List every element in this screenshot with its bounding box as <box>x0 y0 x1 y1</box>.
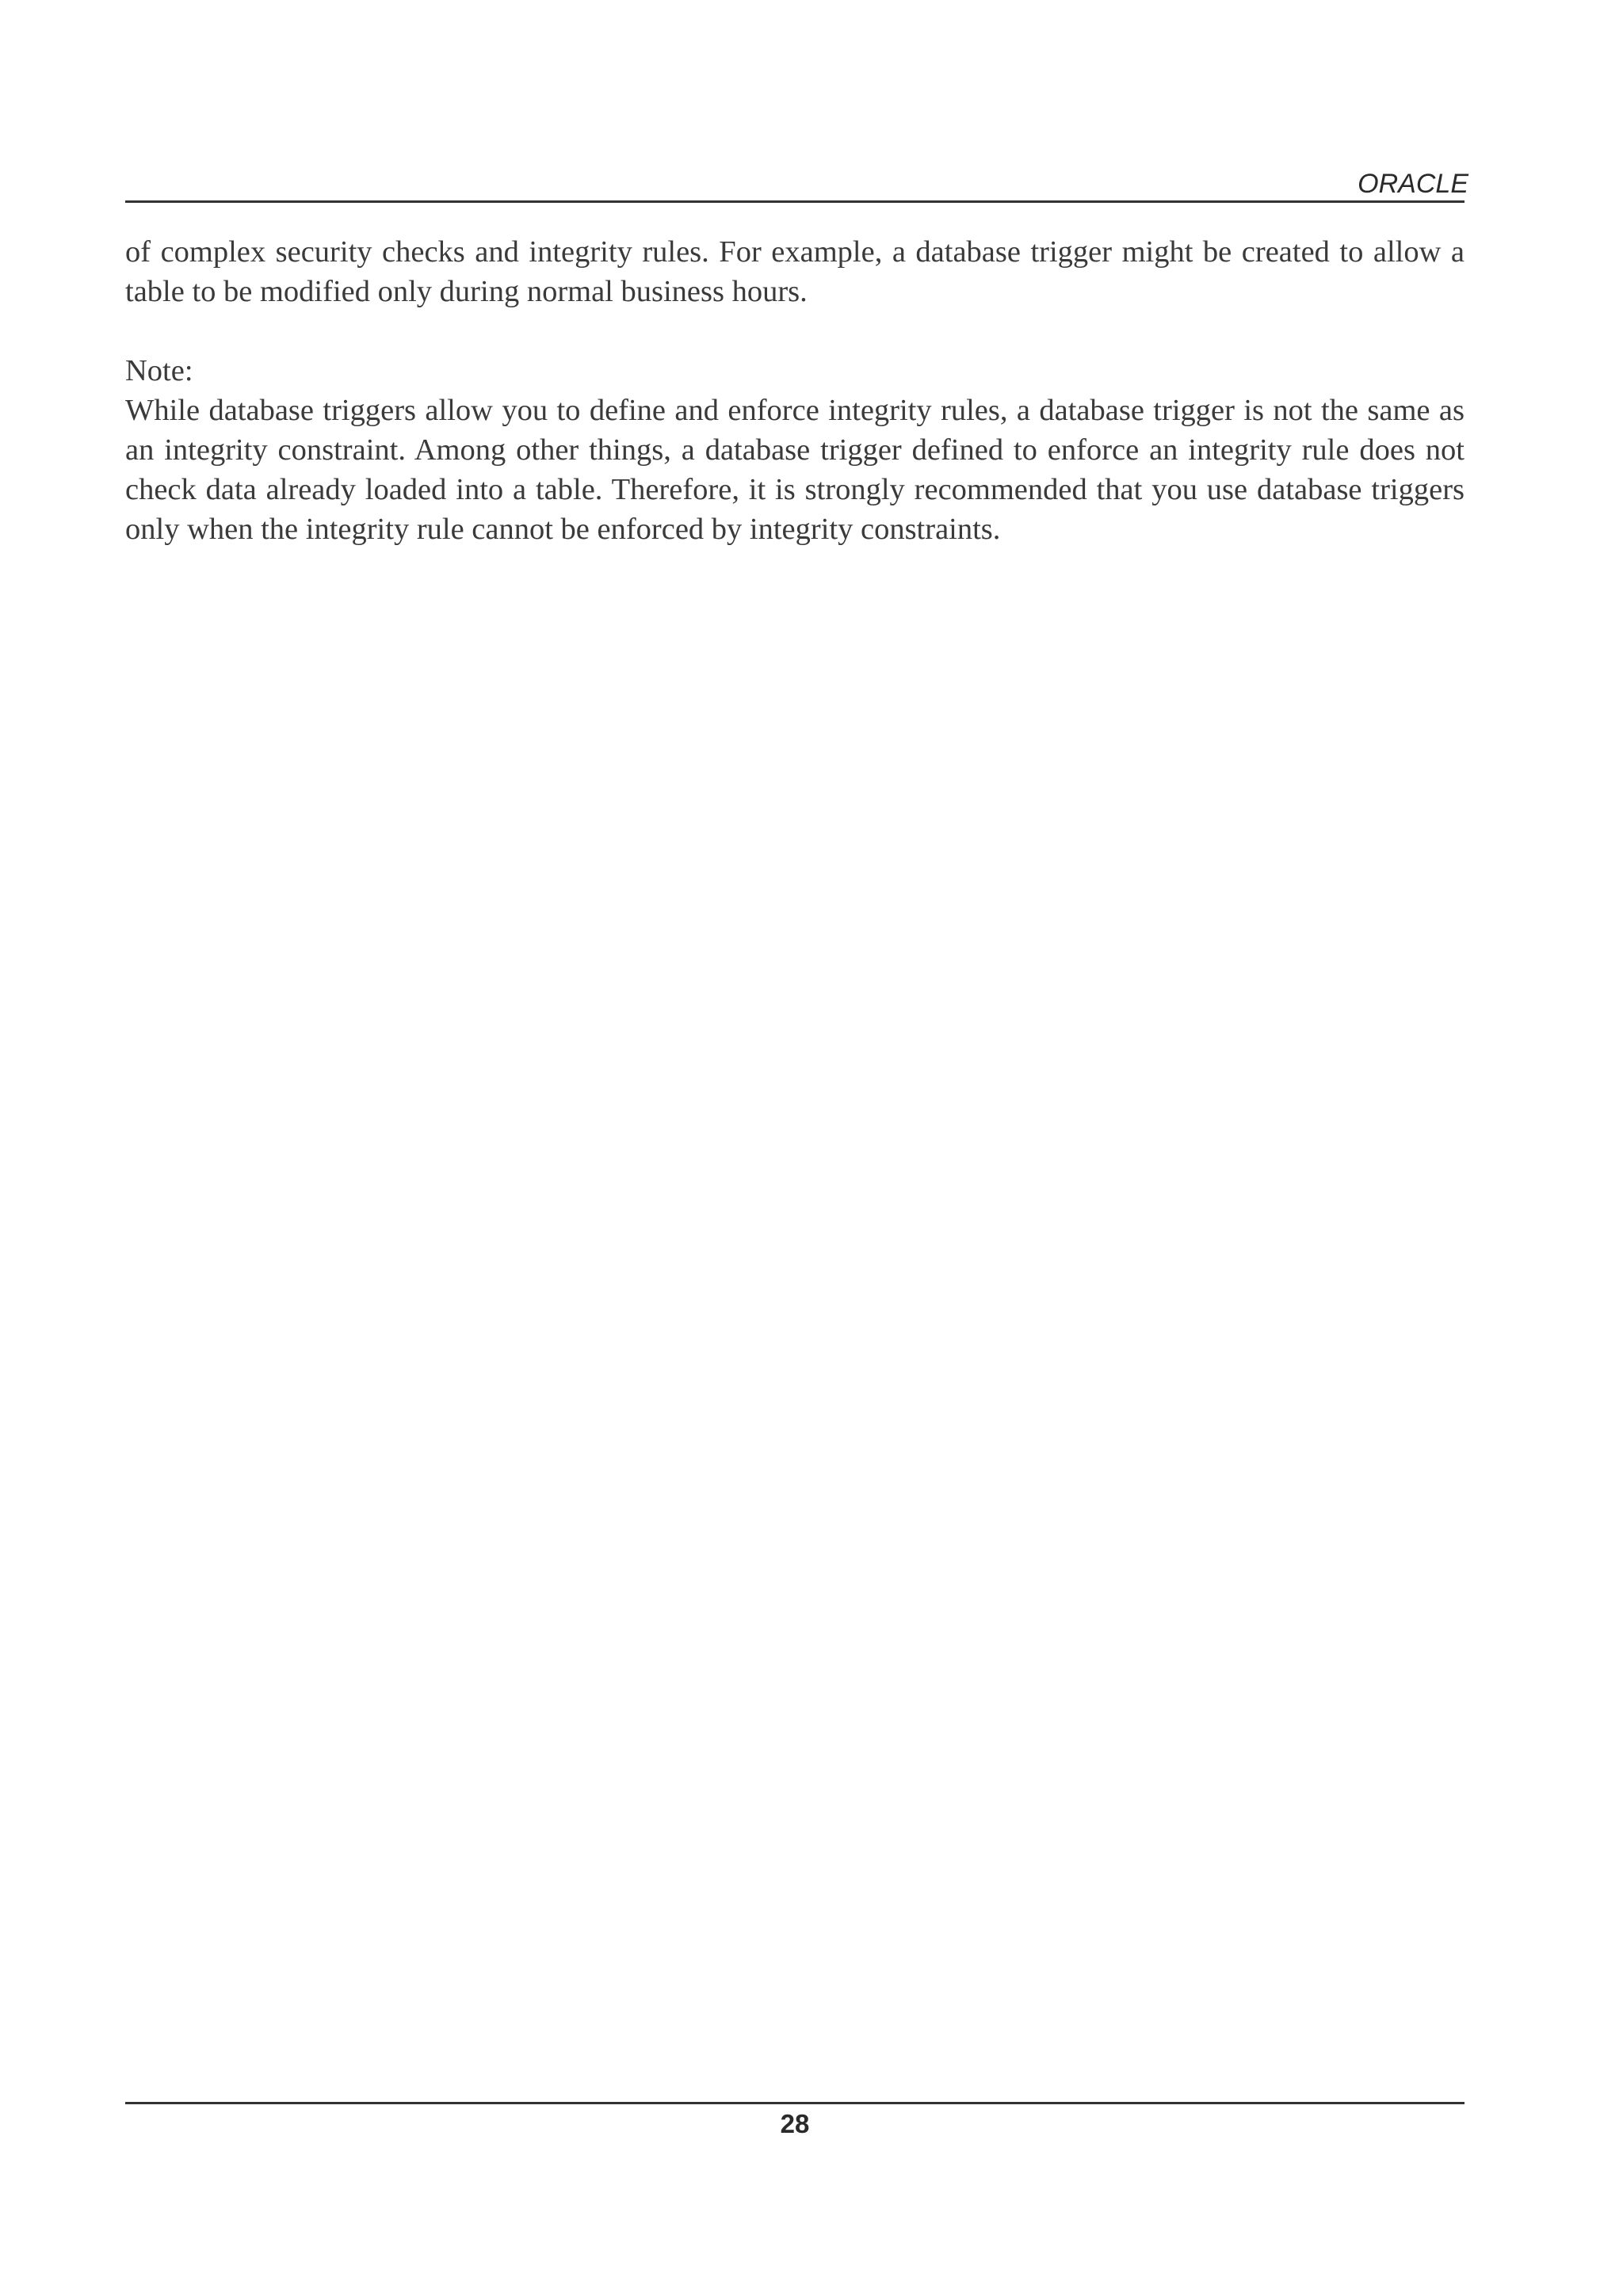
header-rule <box>125 200 1465 203</box>
note-paragraph: While database triggers allow you to define and enforce integrity rules, a database trigger is not the same as an integrity constraint. Among other things, a database trigger defined to enforce an integrity rule does not check data already loaded into a table. Therefore, it is strongly recommended that you use database triggers only when the integrity rule cannot be enforced by integrity constraints. <box>125 394 1465 546</box>
footer-rule <box>125 2102 1465 2104</box>
body-text <box>125 232 1465 549</box>
running-header-title: ORACLE <box>1358 169 1468 199</box>
note-label: Note: <box>125 354 193 387</box>
page-number: 28 <box>780 2109 810 2138</box>
continuation-paragraph: of complex security checks and integrity rules. For example, a database trigger might be created to allow a table to be modified only during normal business hours. <box>125 235 1465 308</box>
